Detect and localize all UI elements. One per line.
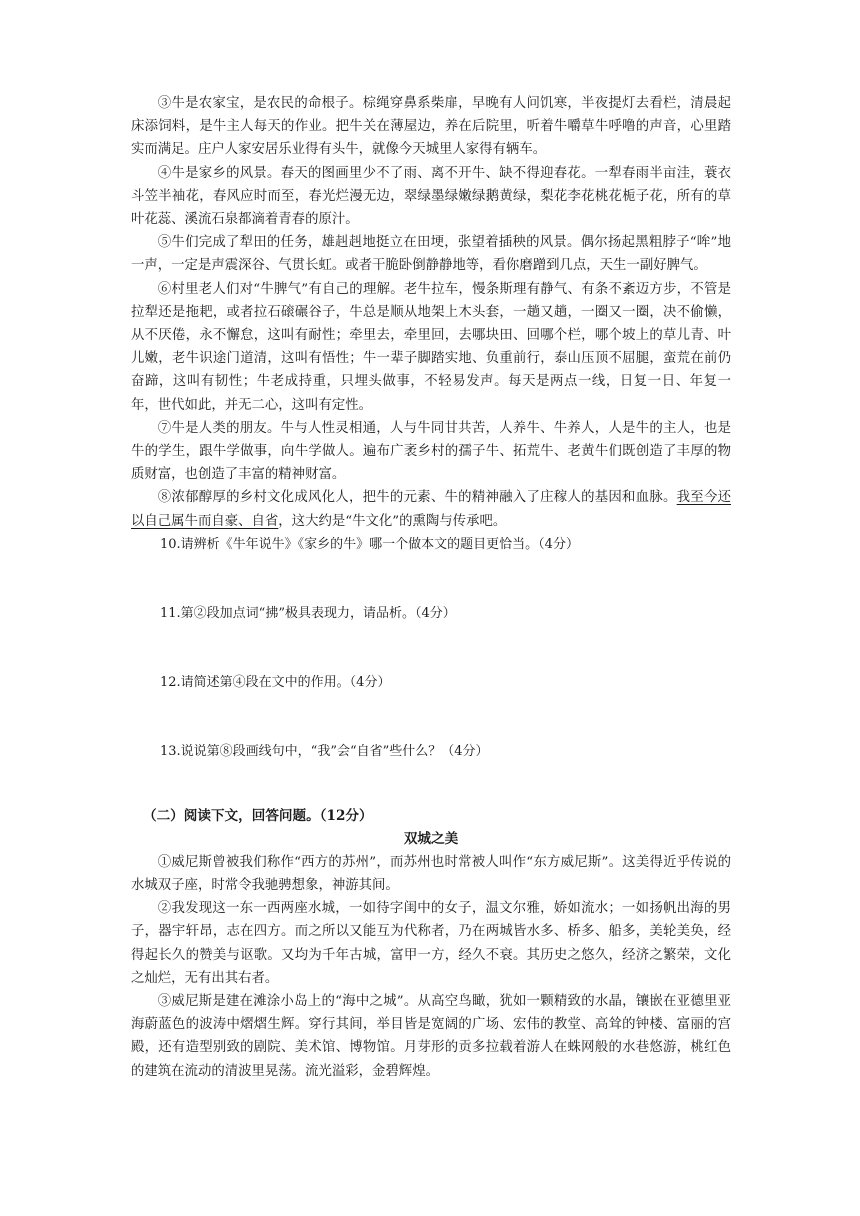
paragraph-8-text: ⑧浓郁醇厚的乡村文化成风化人，把牛的元素、牛的精神融入了庄稼人的基因和血脉。	[157, 490, 677, 506]
paragraph-3: ③牛是农家宝，是农民的命根子。棕绳穿鼻系柴扉，早晚有人问饥寒，半夜提灯去看栏，清晨起床添饲料，是牛主人每天的作业。把牛关在薄屋边，养在后院里，听着牛嚼草牛呼噜的声音，心里踏实而满足。庄户人家安居乐业得有头牛，就像今天城里人家得有辆车。	[131, 96, 731, 158]
paragraph-5: ⑤牛们完成了犁田的任务，雄赳赳地挺立在田埂，张望着插秧的风景。偶尔扬起黑粗脖子“哞”地一声，一定是声震深谷、气贯长虹。或者干脆卧倒静静地等，看你磨蹭到几点，天生一副好脾气。	[131, 235, 731, 274]
answer-space	[131, 625, 731, 671]
section-heading: （二）阅读下文，回答问题。（12分）	[143, 807, 373, 824]
section2-paragraph-1: ①威尼斯曾被我们称作“西方的苏州”，而苏州也时常被人叫作“东方威尼斯”。这美得近乎传说的水城双子座，时常令我驰骋想象，神游其间。	[131, 854, 731, 894]
question-12: 12.请简述第④段在文中的作用。（4分）	[160, 674, 391, 690]
question-10: 10.请辨析《牛年说牛》《家乡的牛》哪一个做本文的题目更恰当。（4分）	[160, 536, 579, 552]
paragraph-4: ④牛是家乡的风景。春天的图画里少不了雨、离不开牛、缺不得迎春花。一犁春雨半亩洼，蓑衣斗笠半袖花，春风应时而至，春光烂漫无边，翠绿墨绿嫩绿鹅黄绿，梨花李花桃花栀子花，所有的草叶花蕊、溪流石泉都滴着青春的原汁。	[131, 165, 731, 228]
question-13: 13.说说第⑧段画线句中，“我”会“自省”些什么？（4分）	[160, 743, 489, 759]
paragraph-6: ⑥村里老人们对“牛脾气”有自己的理解。老牛拉车，慢条斯理有静气、有条不紊迈方步，不管是拉犁还是拖耙，或者拉石磙碾谷子，牛总是顺从地架上木头套，一趟又趟，一圈又一圈，决不偷懒，从不厌倦，永不懈怠，这叫有耐性；牵里去，牵里回，去哪块田、回哪个栏，哪个坡上的草儿青、叶儿嫩，老牛识途门道清，这叫有悟性；牛一辈子脚踏实地、负重前行，泰山压顶不屈腿，蛮荒在前仍奋蹄，这叫有韧性；牛老成持重，只埋头做事，不轻易发声。每天是两点一线，日复一日、年复一年，世代如此，并无二心，这叫有定性。	[131, 281, 731, 413]
paragraph-7: ⑦牛是人类的朋友。牛与人性灵相通，人与牛同甘共苦，人养牛、牛养人，人是牛的主人，也是牛的学生，跟牛学做事，向牛学做人。遍布广袤乡村的孺子牛、拓荒牛、老黄牛们既创造了丰厚的物质财富，也创造了丰富的精神财富。	[131, 420, 731, 483]
underlined-sentence: 我至今还以自己属牛而自豪、自省	[131, 490, 732, 529]
question-11: 11.第②段加点词“拂”极具表现力，请品析。（4分）	[160, 605, 456, 621]
section2-paragraph-2: ②我发现这一东一西两座水城，一如待字闺中的女子，温文尔雅，娇如流水；一如扬帆出海的男子，器宇轩昂，志在四方。而之所以又能互为代称者，乃在两城皆水多、桥多、船多，美轮美奂，经得起长久的赞美与讴歌。又均为千年古城，富甲一方，经久不衰。其历史之悠久，经济之繁荣，文化之灿烂，无有出其右者。	[131, 901, 731, 986]
answer-space	[131, 556, 731, 602]
section2-paragraph-3: ③威尼斯是建在滩涂小岛上的“海中之城”。从高空鸟瞰，犹如一颗精致的水晶，镶嵌在亚德里亚海蔚蓝色的波涛中熠熠生辉。穿行其间，举目皆是宽阔的广场、宏伟的教堂、高耸的钟楼、富丽的宫殿，还有造型别致的剧院、美术馆、博物馆。月芽形的贡多拉载着游人在蛛网般的水巷悠游，桃红色的建筑在流动的清波里晃荡。流光溢彩，金碧辉煌。	[131, 994, 731, 1079]
paragraph-8-rest: ，这大约是“牛文化”的熏陶与传承吧。	[278, 513, 507, 529]
article-title: 双城之美	[403, 830, 459, 847]
document-page	[131, 92, 731, 1083]
answer-space	[131, 694, 731, 740]
answer-space	[131, 763, 731, 805]
paragraph-8	[131, 486, 731, 532]
